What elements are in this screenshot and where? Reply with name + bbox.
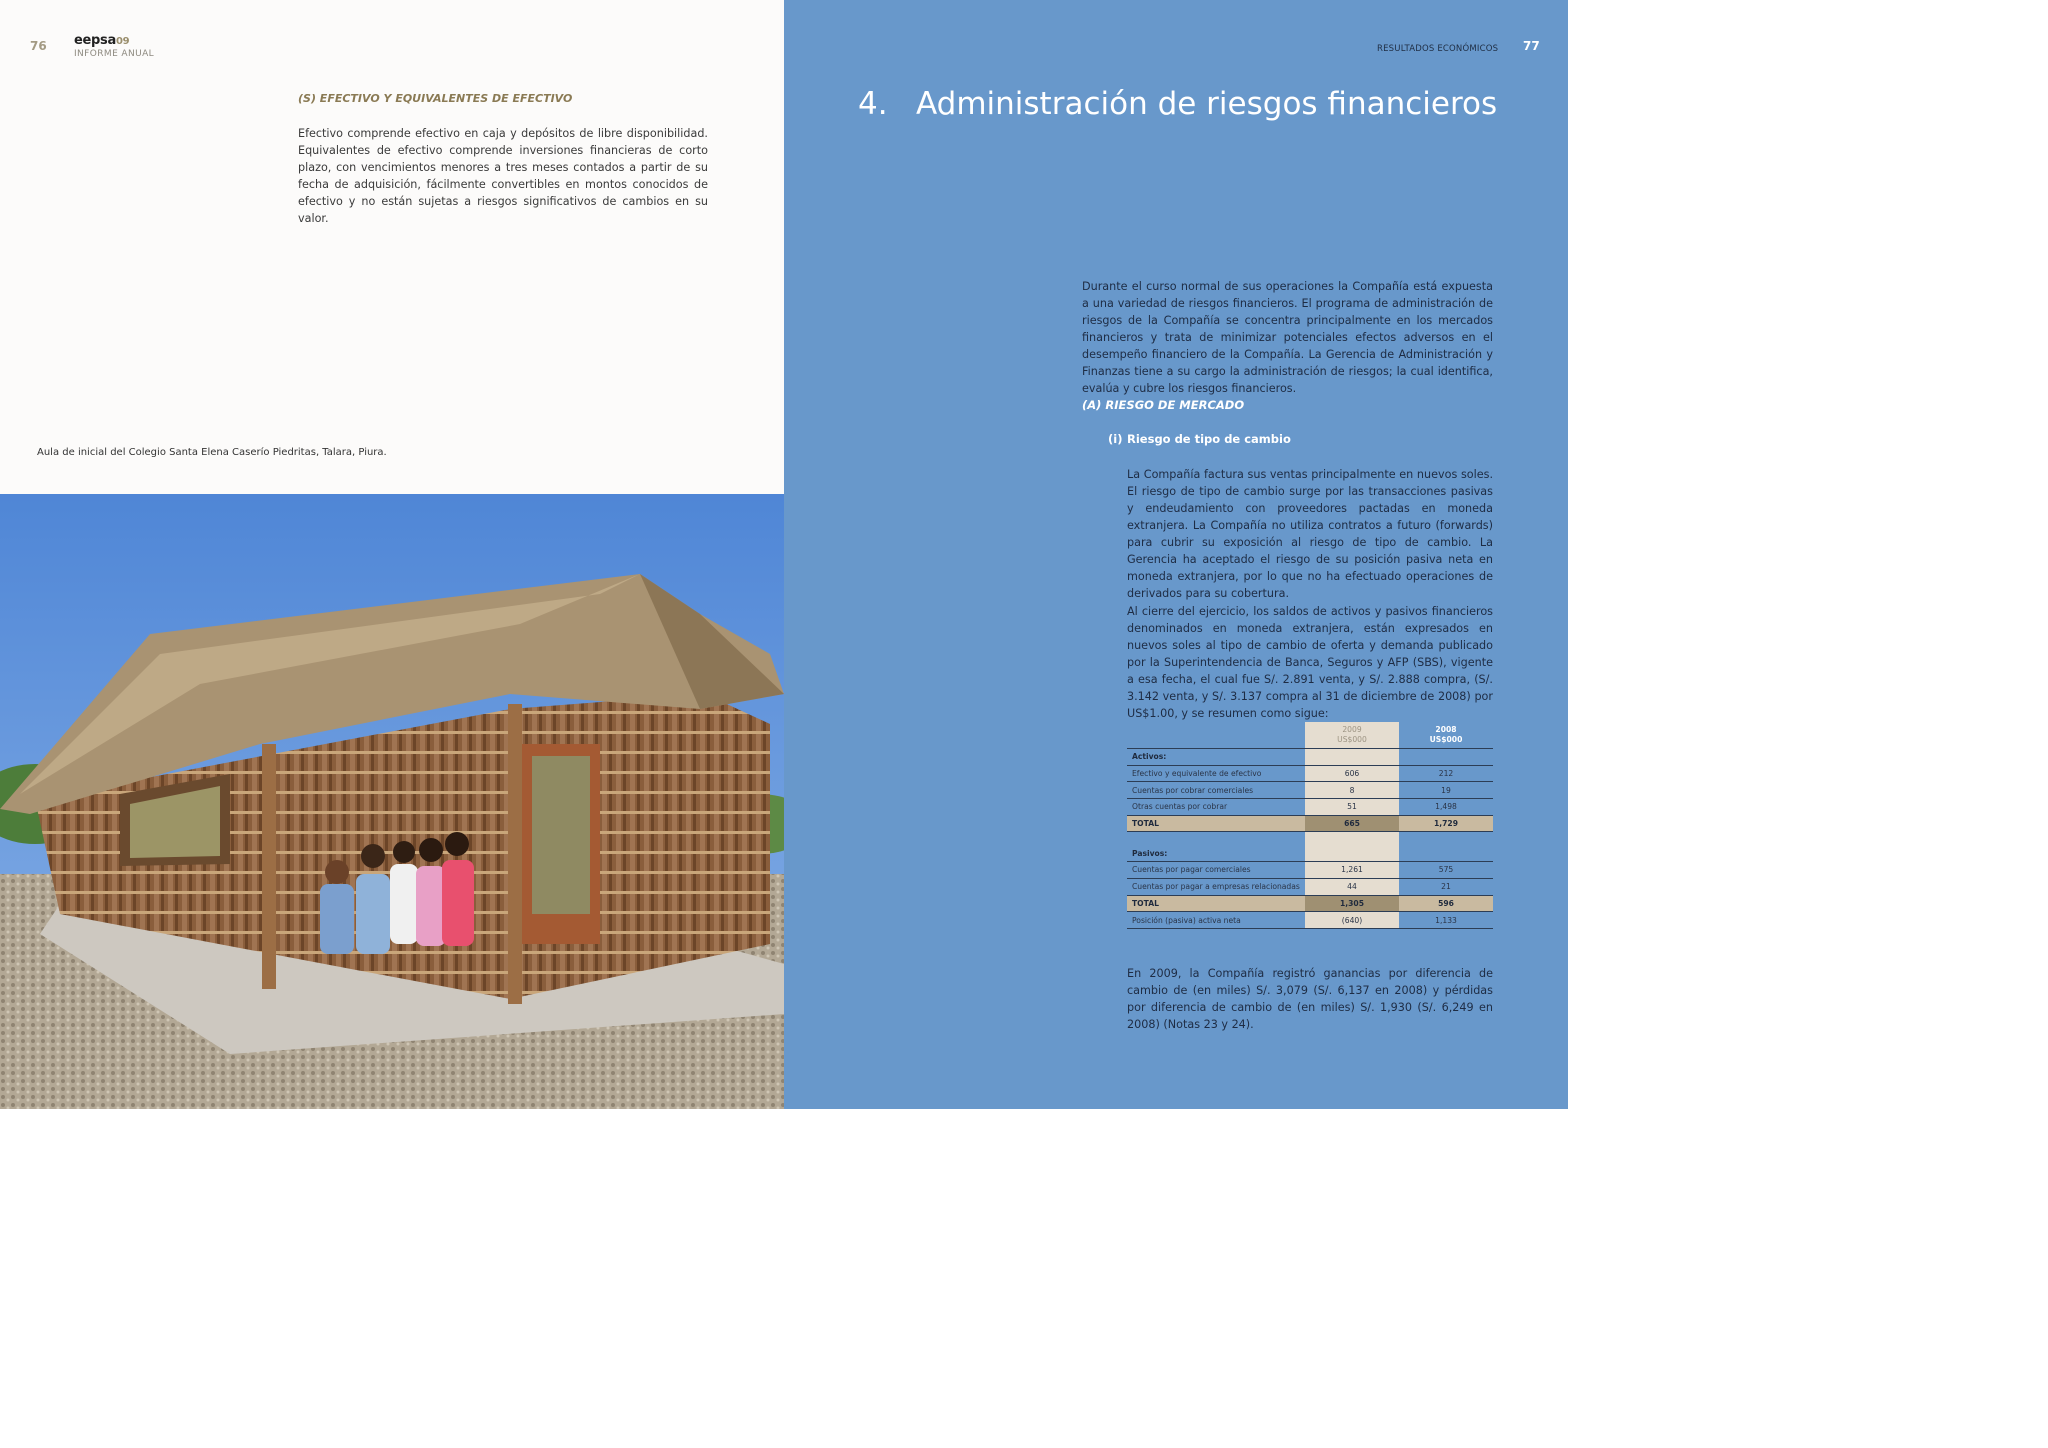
table-row — [1127, 799, 1493, 816]
table-spacer-row — [1127, 832, 1493, 846]
chapter-heading — [858, 86, 1497, 122]
section-body: Efectivo comprende efectivo en caja y depósitos de libre disponibilidad. Equivalentes de efectivo comprende inversiones financieras de corto plazo, con vencimientos menores a tres meses contados a partir de su fecha de adquisición, fácilmente convertibles en montos conocidos de efectivo y no están sujetas a riesgos significativos de cambios en su valor. — [298, 127, 708, 225]
heading-number: 4. — [858, 86, 888, 122]
col-2009-year: 2009 — [1342, 725, 1362, 734]
subsection-market-risk: (A) RIESGO DE MERCADO — [1082, 398, 1245, 412]
row-label: Posición (pasiva) activa neta — [1127, 912, 1305, 929]
school-photo — [0, 494, 784, 1109]
photo-caption: Aula de inicial del Colegio Santa Elena Caserío Piedritas, Talara, Piura. — [37, 447, 387, 458]
section-title: (S) EFECTIVO Y EQUIVALENTES DE EFECTIVO — [298, 92, 573, 105]
page-number-right: 77 — [1523, 39, 1540, 53]
total-value-2009: 1,305 — [1305, 895, 1399, 912]
activos-label: Activos: — [1127, 749, 1305, 766]
right-page — [784, 0, 1568, 1109]
col-2009-unit: US$000 — [1337, 735, 1367, 744]
company-logo — [74, 33, 129, 48]
table-row — [1127, 782, 1493, 799]
table-total-row — [1127, 815, 1493, 832]
row-label: Efectivo y equivalente de efectivo — [1127, 765, 1305, 782]
fx-paragraph-3: En 2009, la Compañía registró ganancias por diferencia de cambio de (en miles) S/. 3,079 (S/. 6,137 en 2008) y pérdidas por diferencia de cambio de (en miles) S/. 1,930 (S/. 6,249 en 2008) (Notas 23 y 24). — [1127, 967, 1493, 1031]
row-value-2009: (640) — [1305, 912, 1399, 929]
row-value-2008: 212 — [1399, 765, 1493, 782]
section-label: RESULTADOS ECONÓMICOS — [1377, 44, 1499, 54]
col-2009-header — [1305, 722, 1399, 749]
total-label: TOTAL — [1127, 895, 1305, 912]
fx-balance-table — [1127, 722, 1493, 929]
intro-paragraph: Durante el curso normal de sus operaciones la Compañía está expuesta a una variedad de riesgos financieros. El programa de administración de riesgos de la Compañía se concentra principalmente en los mercados financieros y trata de minimizar potenciales efectos adversos en el desempeño financiero de la Compañía. La Gerencia de Administración y Finanzas tiene a su cargo la administración de riesgos; la cual identifica, evalúa y cubre los riesgos financieros. — [1082, 280, 1493, 395]
heading-text: Administración de riesgos financieros — [916, 86, 1498, 122]
row-label: Cuentas por cobrar comerciales — [1127, 782, 1305, 799]
total-value-2008: 596 — [1399, 895, 1493, 912]
row-value-2008: 19 — [1399, 782, 1493, 799]
fx-paragraph-1: La Compañía factura sus ventas principalmente en nuevos soles. El riesgo de tipo de cambio surge por las transacciones pasivas y endeudamiento con proveedores pactadas en moneda extranjera. La Compañía no utiliza contratos a futuro (forwards) para cubrir su exposición al riesgo de tipo de cambio. La Gerencia ha aceptado el riesgo de su posición pasiva neta en moneda extranjera, por lo que no ha efectuado operaciones de derivados para su cobertura. — [1127, 468, 1493, 600]
total-value-2009: 665 — [1305, 815, 1399, 832]
subsection-fx-risk — [1108, 432, 1291, 446]
row-value-2008: 1,133 — [1399, 912, 1493, 929]
table-row — [1127, 765, 1493, 782]
row-value-2009: 1,261 — [1305, 862, 1399, 879]
table-header-row — [1127, 722, 1493, 749]
col-2008-header — [1399, 722, 1493, 749]
row-value-2009: 606 — [1305, 765, 1399, 782]
logo-text: eepsa — [74, 33, 116, 48]
left-page — [0, 0, 784, 1109]
col-2008-unit: US$000 — [1429, 735, 1463, 744]
page-number-left: 76 — [30, 39, 47, 53]
row-value-2009: 51 — [1305, 799, 1399, 816]
logo-year: 09 — [115, 36, 130, 47]
row-value-2008: 575 — [1399, 862, 1493, 879]
total-value-2008: 1,729 — [1399, 815, 1493, 832]
table-row — [1127, 862, 1493, 879]
subsection-fx-title: Riesgo de tipo de cambio — [1127, 432, 1291, 446]
fx-paragraph-2: Al cierre del ejercicio, los saldos de activos y pasivos financieros denominados en moneda extranjera, están expresados en nuevos soles al tipo de cambio de oferta y demanda publicado por la Superintendencia de Banca, Seguros y AFP (SBS), vigente a esa fecha, el cual fue S/. 2.891 venta, y S/. 2.888 compra, (S/. 3.142 venta, y S/. 3.137 compra al 31 de diciembre de 2008) por US$1.00, y se resumen como sigue: — [1127, 605, 1493, 720]
table-row — [1127, 878, 1493, 895]
table-row-net-position — [1127, 912, 1493, 929]
pasivos-label: Pasivos: — [1127, 845, 1305, 861]
row-value-2008: 1,498 — [1399, 799, 1493, 816]
row-label: Cuentas por pagar a empresas relacionadas — [1127, 878, 1305, 895]
row-value-2009: 8 — [1305, 782, 1399, 799]
table-total-row — [1127, 895, 1493, 912]
row-label: Otras cuentas por cobrar — [1127, 799, 1305, 816]
row-value-2009: 44 — [1305, 878, 1399, 895]
subsection-fx-number: (i) — [1108, 432, 1123, 446]
col-2008-year: 2008 — [1435, 725, 1457, 734]
logo-subtitle: INFORME ANUAL — [74, 49, 155, 59]
table-group-row — [1127, 749, 1493, 766]
total-label: TOTAL — [1127, 815, 1305, 832]
row-label: Cuentas por pagar comerciales — [1127, 862, 1305, 879]
row-value-2008: 21 — [1399, 878, 1493, 895]
table-group-row — [1127, 845, 1493, 861]
